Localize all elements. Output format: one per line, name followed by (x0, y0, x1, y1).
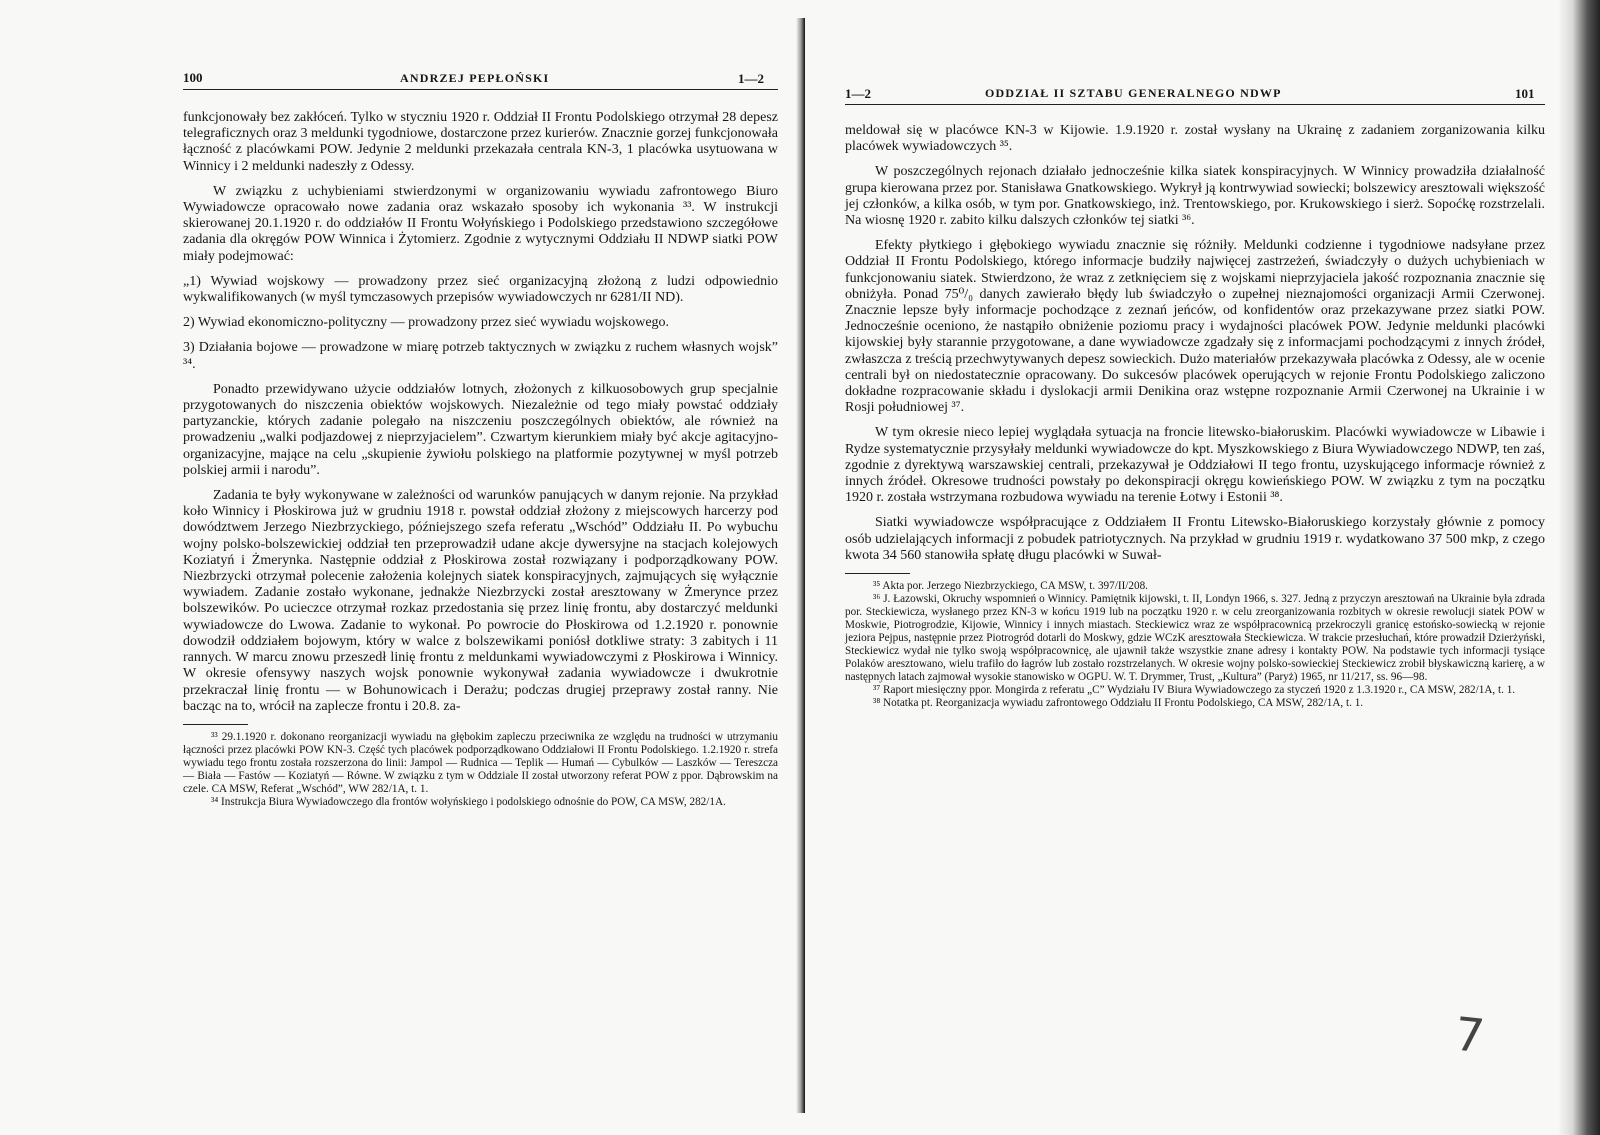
paragraph: funkcjonowały bez zakłóceń. Tylko w styczniu 1920 r. Oddział II Frontu Podolskiego otrzymał 28 depesz telegraficznych oraz 3 meldunki tygodniowe, dostarczone przez kurierów. Znacznie gorzej funkcjonowała łączność z placówkami POW. Jedynie 2 meldunki przekazała centrala KN-3, 1 placówka usytuowana w Winnicy i 2 meldunki nadeszły z Odessy. (183, 110, 778, 174)
page-number: 101 (1515, 86, 1535, 101)
running-head-author: ANDRZEJ PEPŁOŃSKI (400, 71, 550, 85)
footnote: ³⁸ Notatka pt. Reorganizacja wywiadu zafrontowego Oddziału II Frontu Podolskiego, CA MSW, 282/1A, t. 1. (873, 697, 1364, 710)
paragraph: W tym okresie nieco lepiej wyglądała sytuacja na froncie litewsko-białoruskim. Placówki wywiadowcze w Libawie i Rydze systematycznie przysyłały meldunki wywiadowcze do kpt. Myszkowskiego z Biura Wywiadowczego NDWP, ten zaś, zgodnie z dyrektywą warszawskiej centrali, przekazywał je Oddziałowi II tego frontu, uzyskującego informacje również z innych źródeł. Okresowe trudności powstały po dekonspiracji okręgu kowieńskiego POW. W związku z tym na początku 1920 r. została wstrzymana rozbudowa wywiadu na terenie Łotwy i Estonii ³⁸. (845, 425, 1545, 506)
left-text-column (183, 110, 778, 809)
paragraph: W poszczególnych rejonach działało jednocześnie kilka siatek konspiracyjnych. W Winnicy prowadziła działalność grupa kierowana przez por. Stanisława Gnatkowskiego. Wykrył ją kontrwywiad sowiecki; bolszewicy aresztowali większość jej członków, a kilka osób, w tym por. Gnatkowskiego, inż. Trentowskiego, por. Krukowskiego i sierż. Sopoćkę rozstrzelali. Na wiosnę 1920 r. zabito kilku dalszych członków tej siatki ³⁶. (845, 164, 1545, 229)
quoted-item: 2) Wywiad ekonomiczno-polityczny — prowadzony przez sieć wywiadu wojskowego. (183, 315, 670, 331)
footnote: ³³ 29.1.1920 r. dokonano reorganizacji wywiadu na głębokim zapleczu przeciwnika ze względu na trudności w utrzymaniu łączności przez placówki POW KN-3. Część tych placówek podporządkowano Oddziałowi II Frontu Podolskiego. 1.2.1920 r. strefa wywiadu tego frontu została rozszerzona do linii: Jampol — Rudnica — Teplik — Humań — Cybulków — Laszków — Tereszcza — Biała — Fastów — Koziatyń — Równe. W związku z tym w Oddziale II został utworzony referat POW z ppor. Dąbrowskim na czele. CA MSW, Referat „Wschód”, WW 282/1A, t. 1. (183, 730, 778, 795)
paragraph: Zadania te były wykonywane w zależności od warunków panujących w danym rejonie. Na przykład koło Winnicy i Płoskirowa już w grudniu 1918 r. powstał oddział złożony z miejscowych harcerzy pod dowództwem Jerzego Niezbrzyckiego, późniejszego szefa referatu „Wschód” Oddziału II. Po wybuchu wojny polsko-bolszewickiej oddział ten przeprowadził udane akcje dywersyjne na stacjach kolejowych Koziatyń i Żmerynka. Następnie oddział z Płoskirowa został rozwiązany i podporządkowany POW. Niezbrzycki otrzymał polecenie założenia kolejnych siatek konspiracyjnych, zajmujących się wyłącznie wywiadem. Zadanie zostało wykonane, jednakże Niezbrzycki został aresztowany w Żmerynce przez bolszewików. Po ucieczce otrzymał rozkaz przedostania się przez linię frontu, aby dostarczyć meldunki wywiadowcze do Lwowa. Zadanie to wykonał. Po powrocie do Płoskirowa od 1.2.1920 r. ponownie dowodził oddziałem bojowym, który w walce z bolszewikami poniósł dotkliwe straty: 3 zabitych i 11 rannych. W marcu znowu przeszedł linię frontu z meldunkami wywiadowczymi z Płoskirowa i Winnicy. W okresie ofensywy naszych wojsk ponownie wykonywał zadania wywiadowcze i dwukrotnie przekraczał linię frontu — w Bohunowicach i Derażu; podczas drugiej przeprawy został ranny. Nie bacząc na to, wrócił na zaplecze frontu i 20.8. za- (183, 488, 778, 714)
paragraph: Ponadto przewidywano użycie oddziałów lotnych, złożonych z kilkuosobowych grup specjalnie przygotowanych do niszczenia obiektów wojskowych. Niezależnie od tego miały powstać oddziały partyzanckie, których zadanie polegało na niszczeniu poszczególnych obiektów, ale również na prowadzeniu „walki podjazdowej z nieprzyjacielem”. Czwartym kierunkiem miały być akcje agitacyjno-organizacyjne, mające na celu „skupienie żywiołu polskiego na platformie pozytywnej w myśl potrzeb polskiej armii i narodu”. (183, 381, 778, 478)
handwritten-page-mark: 7 (1452, 1006, 1488, 1064)
right-page (805, 0, 1600, 1135)
footnote-rule (183, 724, 248, 725)
paragraph: Siatki wywiadowcze współpracujące z Oddziałem II Frontu Litewsko-Białoruskiego korzystały głównie z pomocy osób udzielających informacji z pobudek patriotycznych. Na przykład w grudniu 1919 r. wydatkowano 37 500 mkp, z czego kwota 34 560 stanowiła spłatę długu placówki w Suwał- (845, 515, 1545, 563)
paragraph: W związku z uchybieniami stwierdzonymi w organizowaniu wywiadu zafrontowego Biuro Wywiadowcze opracowało nowe zadania oraz wskazało sposoby ich wykonania ³³. W instrukcji skierowanej 20.1.1920 r. do oddziałów II Frontu Wołyńskiego i Podolskiego przedstawiono szczegółowe zadania dla okręgów POW Winnica i Żytomierz. Zgodnie z wytycznymi Oddziału II NDWP siatki POW miały podejmować: (183, 183, 778, 264)
page-number: 100 (183, 70, 203, 85)
footnote: ³⁶ J. Łazowski, Okruchy wspomnień o Winnicy. Pamiętnik kijowski, t. II, Londyn 1966, s. 327. Jedną z przyczyn aresztowań na Ukrainie była zdrada por. Steckiewicza, wysłanego przez KN-3 w końcu 1919 lub na początku 1920 r. w celu zreorganizowania rozbitych w okresie rewolucji siatek POW w Moskwie, Piotrogrodzie, Kijowie, Winnicy i innych miastach. Steckiewicz wraz ze współpracownicą przekroczyli granicę estońsko-sowiecką w rejonie jeziora Pejpus, następnie przez Piotrogród dotarli do Moskwy, gdzie WCzK aresztowała Steckiewicza. W trakcie przesłuchań, które prowadził Dzierżyński, Steckiewicz wydał nie tylko swoją współpracownicę, ale ujawnił także wszystkie znane adresy i kontakty POW. Na podstawie tych informacji tysiące Polaków aresztowano, wielu trafiło do łagrów lub zostało rozstrzelanych. W okresie wojny polsko-sowieckiej Steckiewicz zrobił błyskawiczną karierę, a w następnych latach zajmował wysokie stanowisko w OGPU. W. T. Drymmer, Trust, „Kultura” (Paryż) 1965, nr 11/217, ss. 96—98. (845, 593, 1545, 684)
right-text-column (845, 123, 1545, 710)
scanner-edge-shadow (1558, 0, 1600, 1135)
footnote: ³⁷ Raport miesięczny ppor. Mongirda z referatu „C” Wydziału IV Biura Wywiadowczego za styczeń 1920 z 1.3.1920 r., CA MSW, 282/1A, t. 1. (873, 684, 1516, 697)
footnote: ³⁵ Akta por. Jerzego Niezbrzyckiego, CA MSW, t. 397/II/208. (873, 580, 1148, 593)
paragraph: meldował się w placówce KN-3 w Kijowie. 1.9.1920 r. został wysłany na Ukrainę z zadaniem zorganizowania kilku placówek wywiadowczych ³⁵. (845, 123, 1545, 155)
paragraph: Efekty płytkiego i głębokiego wywiadu znacznie się różniły. Meldunki codzienne i tygodniowe nadsyłane przez Oddział II Frontu Podolskiego, którego informacje budziły najwięcej zastrzeżeń, świadczyły o dużych uchybieniach w funkcjonowaniu siatek. Stwierdzono, że wraz z zetknięciem się z wojskami nieprzyjaciela jakość rozpoznania znacznie się obniżyła. Ponad 75⁰/₀ danych zawierało błędy lub świadczyło o zupełnej nieznajomości organizacji Armii Czerwonej. Znacznie lepsze były informacje pochodzące z zeznań jeńców, od konfidentów oraz przekazywane przez siatki POW. Jednocześnie oceniono, że nastąpiło obniżenie poziomu pracy i wydajności placówek POW. Jedynie meldunki placówki kijowskiej były starannie przygotowane, a dane wywiadowcze zgadzały się z informacjami pochodzącymi z innych źródeł, zwłaszcza z treścią przechwytywanych depesz sowieckich. Dużo materiałów przekazywała placówka z Odessy, ale w ocenie centrali był on niedostatecznie opracowany. Do sukcesów placówek operujących w rejonie Frontu Podolskiego zaliczono dokładne rozpracowanie składu i dyslokacji armii Denikina oraz wstępne rozpoznanie Armii Czerwonej na Ukrainie i w Rosji południowej ³⁷. (845, 238, 1545, 416)
footnote: ³⁴ Instrukcja Biura Wywiadowczego dla frontów wołyńskiego i podolskiego odnośnie do POW, CA MSW, 282/1A. (211, 795, 726, 808)
quoted-item: 3) Działania bojowe — prowadzone w miarę potrzeb taktycznych w związku z ruchem własnych wojsk” ³⁴. (183, 340, 778, 372)
header-rule (845, 104, 1545, 105)
header-rule (183, 89, 778, 90)
quoted-item: „1) Wywiad wojskowy — prowadzony przez sieć organizacyjną złożoną z ludzi odpowiednio wykwalifikowanych (w myśl tymczasowych przepisów wywiadowczych nr 6281/II ND). (183, 273, 778, 306)
footnote-rule (845, 573, 910, 574)
section-marker: 1—2 (845, 86, 871, 101)
section-marker: 1—2 (738, 71, 764, 86)
running-head-title: ODDZIAŁ II SZTABU GENERALNEGO NDWP (985, 86, 1282, 100)
